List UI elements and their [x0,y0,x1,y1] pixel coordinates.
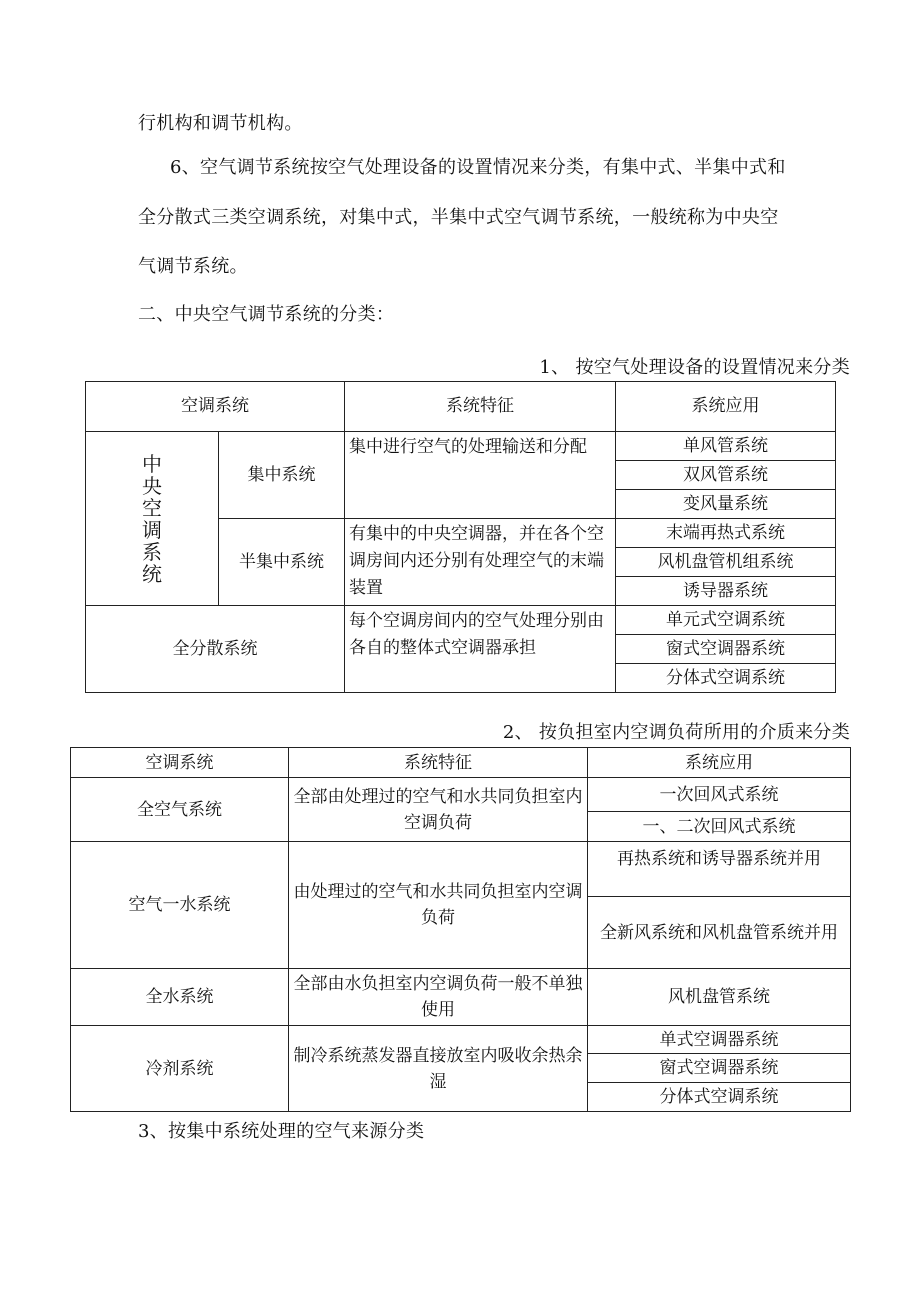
feature-cell: 有集中的中央空调器，并在各个空调房间内还分别有处理空气的末端装置 [345,519,616,606]
application-cell: 一次回风式系统 [588,778,851,812]
group-label: 中央空调系统 [142,451,162,586]
application-cell: 风机盘管机组系统 [616,548,836,577]
classification-table-1 [85,381,836,693]
header-cell: 系统应用 [616,382,836,432]
feature-cell: 集中进行空气的处理输送和分配 [345,432,616,519]
application-cell: 单式空调器系统 [588,1026,851,1054]
application-cell: 分体式空调系统 [616,664,836,693]
system-type-cell: 全水系统 [71,969,289,1026]
application-cell: 窗式空调器系统 [616,635,836,664]
system-type-cell: 空气一水系统 [71,842,289,969]
paragraph-line: 行机构和调节机构。 [138,113,303,134]
system-type-cell: 集中系统 [219,432,345,519]
section-heading: 二、中央空气调节系统的分类： [138,304,395,325]
system-type-cell: 全空气系统 [71,778,289,842]
application-cell: 分体式空调系统 [588,1083,851,1112]
header-cell: 系统应用 [588,748,851,778]
feature-cell: 每个空调房间内的空气处理分别由各自的整体式空调器承担 [345,606,616,693]
header-cell: 空调系统 [71,748,289,778]
system-type-cell: 全分散系统 [86,606,345,693]
table-caption: 1、 按空气处理设备的设置情况来分类 [539,357,850,378]
header-cell: 系统特征 [345,382,616,432]
system-type-cell: 半集中系统 [219,519,345,606]
application-cell: 再热系统和诱导器系统并用 [588,842,851,897]
application-cell: 末端再热式系统 [616,519,836,548]
feature-cell: 全部由水负担室内空调负荷一般不单独使用 [289,969,588,1026]
application-cell: 风机盘管系统 [588,969,851,1026]
application-cell: 双风管系统 [616,461,836,490]
application-cell: 全新风系统和风机盘管系统并用 [588,897,851,969]
application-cell: 变风量系统 [616,490,836,519]
system-type-cell: 冷剂系统 [71,1026,289,1112]
classification-table-2 [70,747,851,1112]
feature-cell: 全部由处理过的空气和水共同负担室内空调负荷 [289,778,588,842]
application-cell: 一、二次回风式系统 [588,812,851,842]
header-cell: 空调系统 [86,382,345,432]
paragraph-line: 气调节系统。 [138,256,248,277]
feature-cell: 由处理过的空气和水共同负担室内空调负荷 [289,842,588,969]
group-cell [86,432,219,606]
paragraph-line: 全分散式三类空调系统，对集中式，半集中式空气调节系统，一般统称为中央空 [138,207,779,228]
feature-cell: 制冷系统蒸发器直接放室内吸收余热余湿 [289,1026,588,1112]
paragraph-line: 6、空气调节系统按空气处理设备的设置情况来分类，有集中式、半集中式和 [170,157,786,178]
section-heading: 3、按集中系统处理的空气来源分类 [138,1121,425,1142]
application-cell: 诱导器系统 [616,577,836,606]
application-cell: 单元式空调系统 [616,606,836,635]
table-caption: 2、 按负担室内空调负荷所用的介质来分类 [502,722,850,743]
header-cell: 系统特征 [289,748,588,778]
application-cell: 窗式空调器系统 [588,1054,851,1083]
application-cell: 单风管系统 [616,432,836,461]
